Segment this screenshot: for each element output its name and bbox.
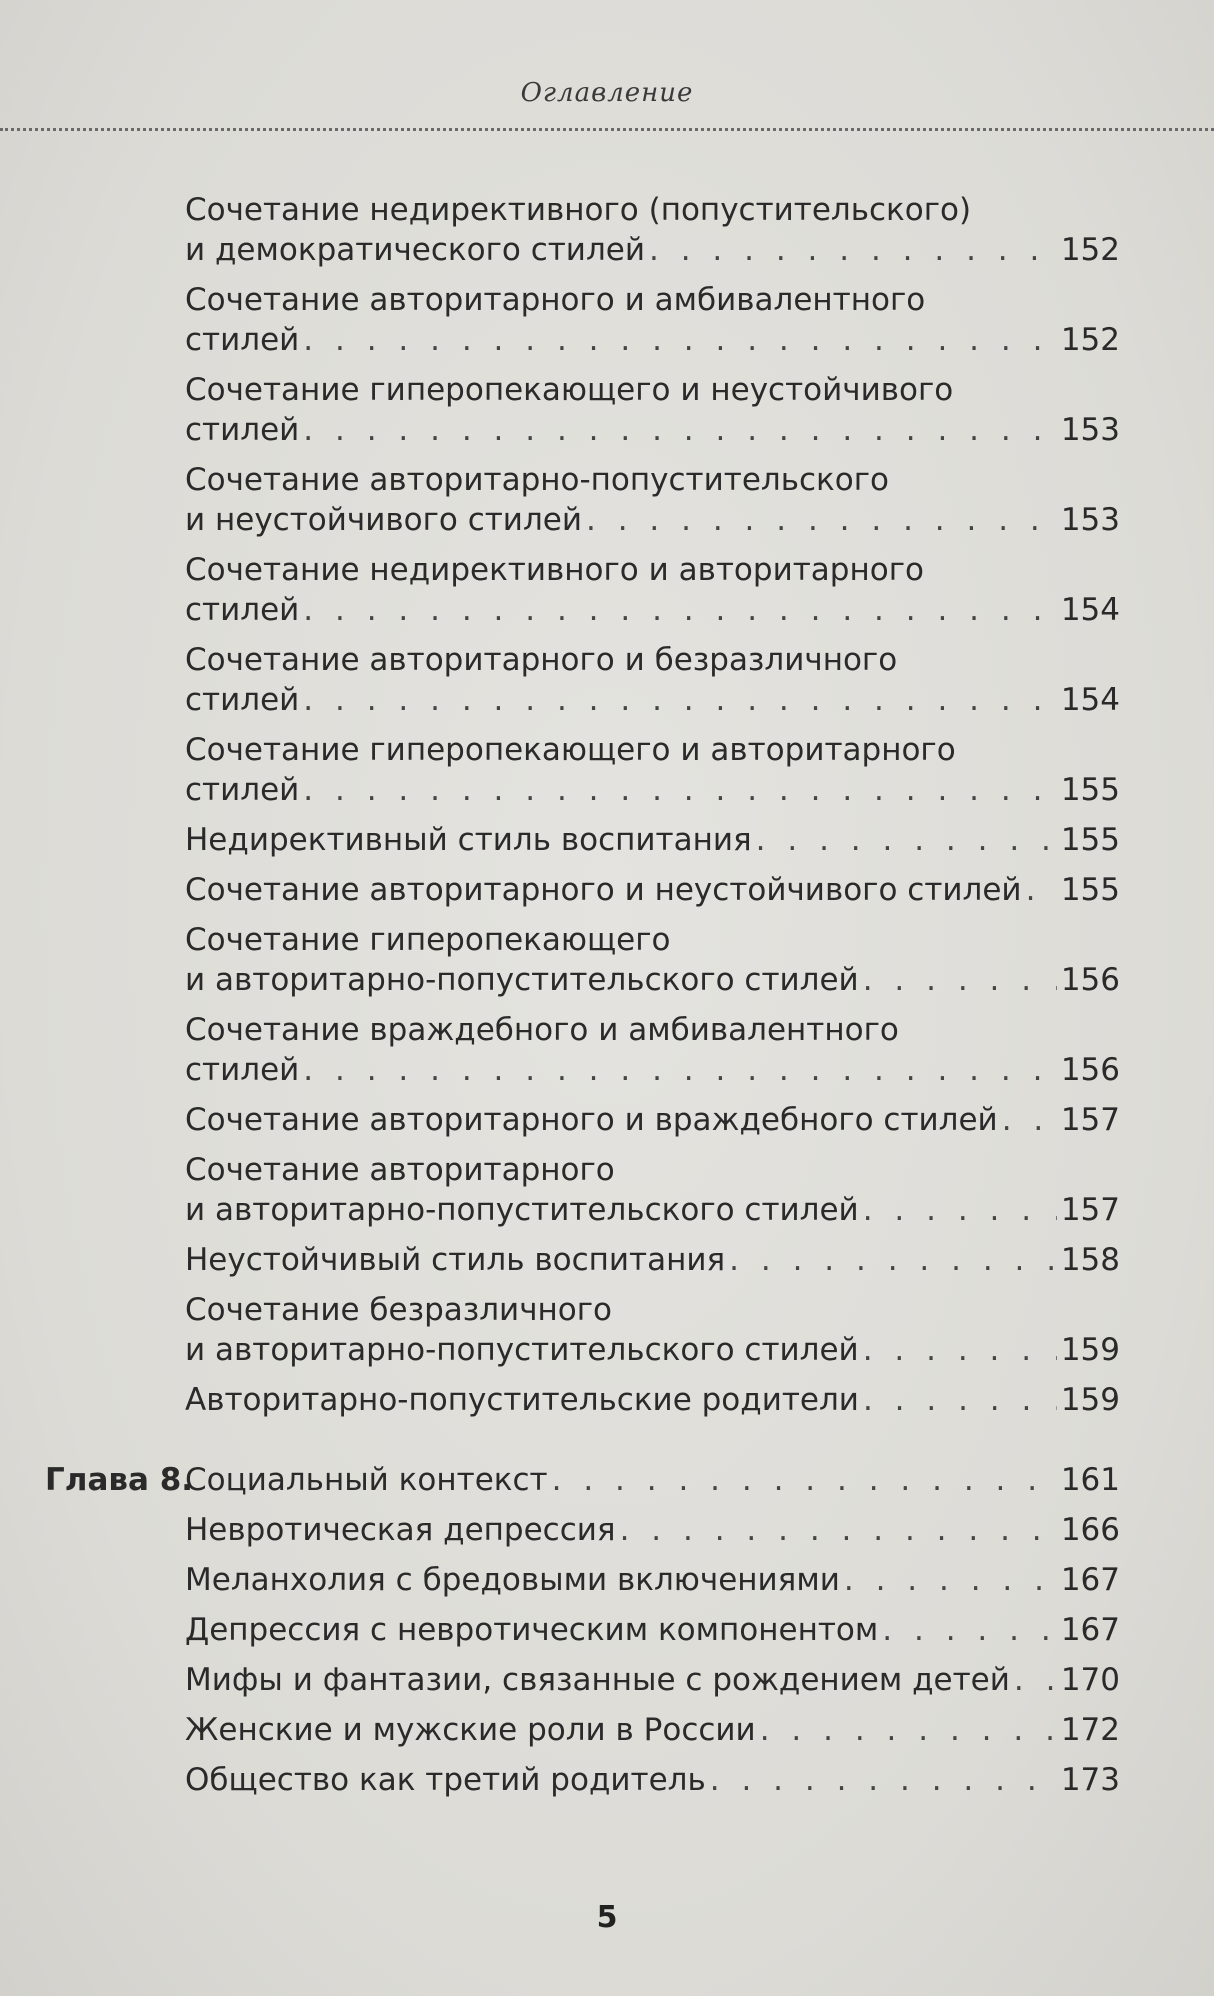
toc-entry-text: Женские и мужские роли в России bbox=[185, 1712, 756, 1748]
toc-entry-last-line bbox=[185, 1560, 1120, 1600]
dot-leader bbox=[552, 1460, 1057, 1500]
toc-entry-last-line bbox=[185, 1050, 1120, 1090]
dot-leader bbox=[303, 320, 1057, 360]
toc-entry-text: стилей bbox=[185, 592, 300, 628]
toc-entry-last-line bbox=[185, 680, 1120, 720]
toc-entry-page-number: 167 bbox=[1060, 1562, 1120, 1598]
toc-entry bbox=[185, 1150, 1120, 1230]
toc-entry-last-line bbox=[185, 770, 1120, 810]
toc-entry bbox=[185, 820, 1120, 860]
toc-entry-text: Мифы и фантазии, связанные с рождением детей bbox=[185, 1662, 1010, 1698]
toc-entry-text: и авторитарно-попустительского стилей bbox=[185, 962, 859, 998]
toc-entry bbox=[185, 1100, 1120, 1140]
toc-entry-page-number: 172 bbox=[1060, 1712, 1120, 1748]
toc-entry-last-line bbox=[185, 1710, 1120, 1750]
toc-entry-text: Авторитарно-попустительские родители bbox=[185, 1382, 859, 1418]
table-of-contents bbox=[0, 190, 1214, 1810]
chapter-label: Глава 8. bbox=[45, 1462, 194, 1498]
dot-leader bbox=[303, 590, 1057, 630]
toc-entry-text: Сочетание враждебного и амбивалентного bbox=[185, 1012, 899, 1048]
toc-entry-page-number: 167 bbox=[1060, 1612, 1120, 1648]
dot-leader bbox=[586, 500, 1057, 540]
toc-entry-text: стилей bbox=[185, 322, 300, 358]
toc-entry-last-line bbox=[185, 1190, 1120, 1230]
toc-entry bbox=[185, 1710, 1120, 1750]
toc-entry-last-line bbox=[185, 1660, 1120, 1700]
toc-entry bbox=[185, 280, 1120, 360]
toc-entry-text: и неустойчивого стилей bbox=[185, 502, 582, 538]
dot-leader bbox=[1026, 870, 1057, 910]
toc-entry-last-line bbox=[185, 410, 1120, 450]
dot-leader bbox=[1002, 1100, 1057, 1140]
toc-entry-text: Сочетание гиперопекающего bbox=[185, 922, 671, 958]
toc-entry bbox=[185, 640, 1120, 720]
toc-entry bbox=[185, 550, 1120, 630]
toc-entry-text: и демократического стилей bbox=[185, 232, 645, 268]
toc-entry-last-line bbox=[185, 230, 1120, 270]
toc-section-chapter-7 bbox=[0, 190, 1214, 1420]
toc-entry-page-number: 153 bbox=[1060, 502, 1120, 538]
toc-entry-last-line bbox=[185, 1760, 1120, 1800]
toc-entry-last-line bbox=[185, 870, 1120, 910]
toc-entry-page-number: 153 bbox=[1060, 412, 1120, 448]
toc-entry-page-number: 155 bbox=[1060, 772, 1120, 808]
running-head: Оглавление bbox=[520, 78, 694, 108]
toc-entry-page-number: 152 bbox=[1060, 322, 1120, 358]
toc-entry-text: Сочетание недирективного и авторитарного bbox=[185, 552, 924, 588]
toc-entry-text: стилей bbox=[185, 772, 300, 808]
toc-entry-text: Невротическая депрессия bbox=[185, 1512, 616, 1548]
page-number: 5 bbox=[596, 1900, 618, 1935]
toc-entry-page-number: 154 bbox=[1060, 592, 1120, 628]
toc-entry-page-number: 173 bbox=[1060, 1762, 1120, 1798]
dot-leader bbox=[303, 770, 1057, 810]
toc-entry-page-number: 156 bbox=[1060, 962, 1120, 998]
dot-leader bbox=[863, 1330, 1057, 1370]
dot-leader bbox=[760, 1710, 1057, 1750]
toc-entry bbox=[185, 370, 1120, 450]
toc-entry-text: Сочетание авторитарного и безразличного bbox=[185, 642, 898, 678]
toc-entry-text: стилей bbox=[185, 1052, 300, 1088]
toc-entry-page-number: 158 bbox=[1060, 1242, 1120, 1278]
toc-entry-text: стилей bbox=[185, 412, 300, 448]
dot-leader bbox=[303, 1050, 1057, 1090]
toc-entry-page-number: 154 bbox=[1060, 682, 1120, 718]
toc-entry-text: Сочетание авторитарного и враждебного стилей bbox=[185, 1102, 998, 1138]
dot-leader bbox=[863, 1380, 1057, 1420]
dot-leader bbox=[863, 960, 1057, 1000]
toc-entry bbox=[185, 460, 1120, 540]
toc-entry-text: Сочетание гиперопекающего и авторитарного bbox=[185, 732, 956, 768]
toc-section-chapter-8 bbox=[0, 1510, 1214, 1800]
toc-entry-text: Сочетание авторитарного bbox=[185, 1152, 615, 1188]
chapter-page-number: 161 bbox=[1060, 1462, 1120, 1498]
toc-entry-text: Общество как третий родитель bbox=[185, 1762, 706, 1798]
toc-entry-text: Сочетание авторитарного и неустойчивого стилей bbox=[185, 872, 1022, 908]
toc-entry-last-line bbox=[185, 1510, 1120, 1550]
toc-entry bbox=[185, 870, 1120, 910]
toc-chapter-heading bbox=[45, 1460, 1120, 1500]
toc-entry-last-line bbox=[185, 1240, 1120, 1280]
dot-leader bbox=[620, 1510, 1057, 1550]
toc-entry-text: и авторитарно-попустительского стилей bbox=[185, 1332, 859, 1368]
toc-entry bbox=[185, 1290, 1120, 1370]
dot-leader bbox=[710, 1760, 1057, 1800]
toc-entry bbox=[185, 1760, 1120, 1800]
dot-leader bbox=[729, 1240, 1057, 1280]
toc-entry-last-line bbox=[185, 820, 1120, 860]
toc-entry-page-number: 152 bbox=[1060, 232, 1120, 268]
header-dotted-rule bbox=[0, 128, 1214, 131]
toc-entry-page-number: 155 bbox=[1060, 872, 1120, 908]
dot-leader bbox=[303, 680, 1057, 720]
toc-entry bbox=[185, 1510, 1120, 1550]
dot-leader bbox=[649, 230, 1057, 270]
toc-entry-text: Сочетание недирективного (попустительского) bbox=[185, 192, 972, 228]
toc-entry bbox=[185, 1380, 1120, 1420]
dot-leader bbox=[756, 820, 1057, 860]
dot-leader bbox=[303, 410, 1057, 450]
toc-entry bbox=[185, 730, 1120, 810]
toc-entry-text: Сочетание безразличного bbox=[185, 1292, 612, 1328]
dot-leader bbox=[1014, 1660, 1057, 1700]
toc-entry-page-number: 159 bbox=[1060, 1332, 1120, 1368]
toc-entry-text: Сочетание гиперопекающего и неустойчивого bbox=[185, 372, 954, 408]
toc-entry bbox=[185, 1660, 1120, 1700]
toc-entry-text: Неустойчивый стиль воспитания bbox=[185, 1242, 726, 1278]
toc-entry-page-number: 159 bbox=[1060, 1382, 1120, 1418]
toc-entry-last-line bbox=[185, 1330, 1120, 1370]
toc-entry bbox=[185, 1560, 1120, 1600]
toc-entry bbox=[185, 920, 1120, 1000]
toc-entry bbox=[185, 1610, 1120, 1650]
toc-entry-last-line bbox=[185, 590, 1120, 630]
toc-entry-page-number: 170 bbox=[1060, 1662, 1120, 1698]
toc-entry-page-number: 157 bbox=[1060, 1102, 1120, 1138]
toc-entry bbox=[185, 1240, 1120, 1280]
toc-entry-text: Депрессия с невротическим компонентом bbox=[185, 1612, 879, 1648]
dot-leader bbox=[882, 1610, 1057, 1650]
toc-entry-page-number: 157 bbox=[1060, 1192, 1120, 1228]
toc-entry-text: и авторитарно-попустительского стилей bbox=[185, 1192, 859, 1228]
dot-leader bbox=[863, 1190, 1057, 1230]
toc-entry-text: стилей bbox=[185, 682, 300, 718]
toc-entry-last-line bbox=[185, 1610, 1120, 1650]
toc-entry-last-line bbox=[185, 1100, 1120, 1140]
toc-entry-last-line bbox=[185, 1380, 1120, 1420]
toc-entry-last-line bbox=[185, 500, 1120, 540]
dot-leader bbox=[844, 1560, 1057, 1600]
chapter-gap bbox=[0, 1430, 1214, 1460]
toc-entry-last-line bbox=[185, 1460, 1120, 1500]
chapter-title: Социальный контекст bbox=[185, 1462, 548, 1498]
toc-entry-last-line bbox=[185, 960, 1120, 1000]
toc-entry bbox=[185, 190, 1120, 270]
toc-entry-page-number: 166 bbox=[1060, 1512, 1120, 1548]
toc-entry-page-number: 155 bbox=[1060, 822, 1120, 858]
toc-entry-text: Сочетание авторитарного и амбивалентного bbox=[185, 282, 926, 318]
toc-entry-page-number: 156 bbox=[1060, 1052, 1120, 1088]
toc-entry-text: Сочетание авторитарно-попустительского bbox=[185, 462, 889, 498]
toc-entry-text: Недирективный стиль воспитания bbox=[185, 822, 752, 858]
toc-entry-text: Меланхолия с бредовыми включениями bbox=[185, 1562, 840, 1598]
toc-entry bbox=[185, 1010, 1120, 1090]
toc-entry-last-line bbox=[185, 320, 1120, 360]
